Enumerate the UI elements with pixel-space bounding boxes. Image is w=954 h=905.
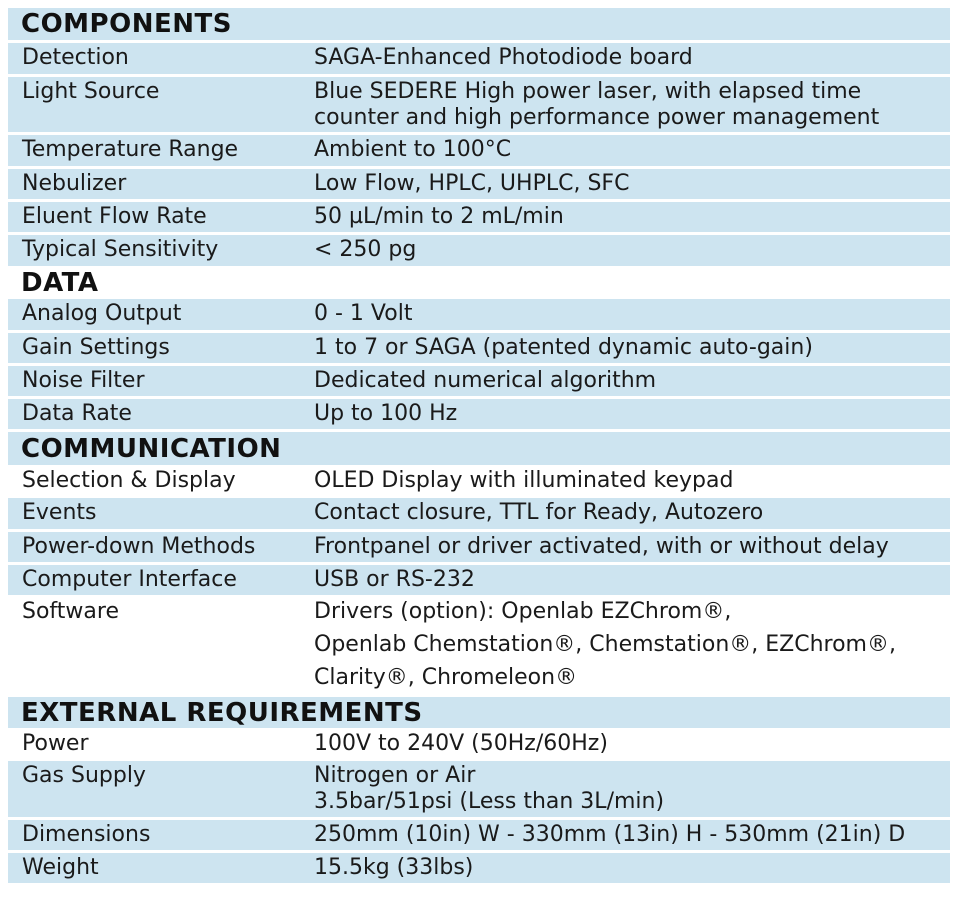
spec-value: SAGA-Enhanced Photodiode board	[314, 45, 693, 70]
spec-label: Analog Output	[22, 301, 182, 326]
spec-row-nebulizer	[8, 169, 950, 199]
spec-row-detection	[8, 43, 950, 74]
spec-label: Dimensions	[22, 822, 151, 847]
spec-row-weight	[8, 853, 950, 883]
spec-label: Power	[22, 731, 89, 756]
spec-label: Typical Sensitivity	[22, 237, 219, 262]
spec-value: Frontpanel or driver activated, with or without delay	[314, 534, 889, 559]
spec-row-software	[8, 595, 950, 697]
spec-row-gain-settings	[8, 333, 950, 363]
spec-label: Weight	[22, 855, 99, 880]
section-header-components: COMPONENTS	[8, 8, 950, 40]
spec-row-power	[8, 728, 950, 761]
spec-value: Low Flow, HPLC, UHPLC, SFC	[314, 171, 630, 196]
spec-label: Light Source	[22, 79, 160, 104]
spec-row-data-rate	[8, 399, 950, 429]
spec-value: Up to 100 Hz	[314, 401, 458, 426]
spec-value: 100V to 240V (50Hz/60Hz)	[314, 731, 608, 756]
spec-value: USB or RS-232	[314, 567, 475, 592]
spec-label: Eluent Flow Rate	[22, 204, 207, 229]
spec-value: Blue SEDERE High power laser, with elapsed time counter and high performance power management	[314, 79, 880, 130]
spec-value: Nitrogen or Air 3.5bar/51psi (Less than 3L/min)	[314, 763, 665, 814]
spec-label: Software	[22, 599, 119, 624]
spec-value: Ambient to 100°C	[314, 137, 512, 162]
spec-value: Dedicated numerical algorithm	[314, 368, 657, 393]
spec-label: Events	[22, 500, 97, 525]
spec-row-noise-filter	[8, 366, 950, 396]
spec-table	[8, 8, 950, 883]
spec-label: Detection	[22, 45, 129, 70]
spec-label: Computer Interface	[22, 567, 237, 592]
spec-label: Power-down Methods	[22, 534, 256, 559]
spec-value: 50 µL/min to 2 mL/min	[314, 204, 564, 229]
spec-value: OLED Display with illuminated keypad	[314, 468, 734, 493]
spec-label: Noise Filter	[22, 368, 145, 393]
spec-row-gas-supply	[8, 761, 950, 817]
spec-row-selection-display	[8, 465, 950, 498]
spec-row-eluent-flow-rate	[8, 202, 950, 232]
spec-label: Data Rate	[22, 401, 132, 426]
spec-value: 0 - 1 Volt	[314, 301, 413, 326]
spec-value: Drivers (option): Openlab EZChrom®, Openlab Chemstation®, Chemstation®, EZChrom®, Clarity®, Chromeleon®	[314, 599, 896, 690]
spec-value: Contact closure, TTL for Ready, Autozero	[314, 500, 764, 525]
spec-label: Gas Supply	[22, 763, 146, 788]
spec-row-typical-sensitivity	[8, 235, 950, 266]
spec-value: 1 to 7 or SAGA (patented dynamic auto-gain)	[314, 335, 813, 360]
spec-row-computer-interface	[8, 565, 950, 595]
spec-row-dimensions	[8, 820, 950, 850]
section-header-communication: COMMUNICATION	[8, 432, 950, 465]
spec-label: Selection & Display	[22, 468, 236, 493]
spec-value: 15.5kg (33lbs)	[314, 855, 474, 880]
section-header-data: DATA	[8, 266, 950, 299]
spec-label: Nebulizer	[22, 171, 127, 196]
spec-label: Gain Settings	[22, 335, 170, 360]
spec-value: 250mm (10in) W - 330mm (13in) H - 530mm (21in) D	[314, 822, 906, 847]
spec-value: < 250 pg	[314, 237, 417, 262]
spec-row-analog-output	[8, 299, 950, 330]
spec-row-light-source	[8, 77, 950, 132]
spec-row-power-down-methods	[8, 532, 950, 562]
section-header-external-requirements: EXTERNAL REQUIREMENTS	[8, 697, 950, 728]
spec-row-events	[8, 498, 950, 529]
spec-label: Temperature Range	[22, 137, 239, 162]
spec-row-temperature-range	[8, 135, 950, 166]
